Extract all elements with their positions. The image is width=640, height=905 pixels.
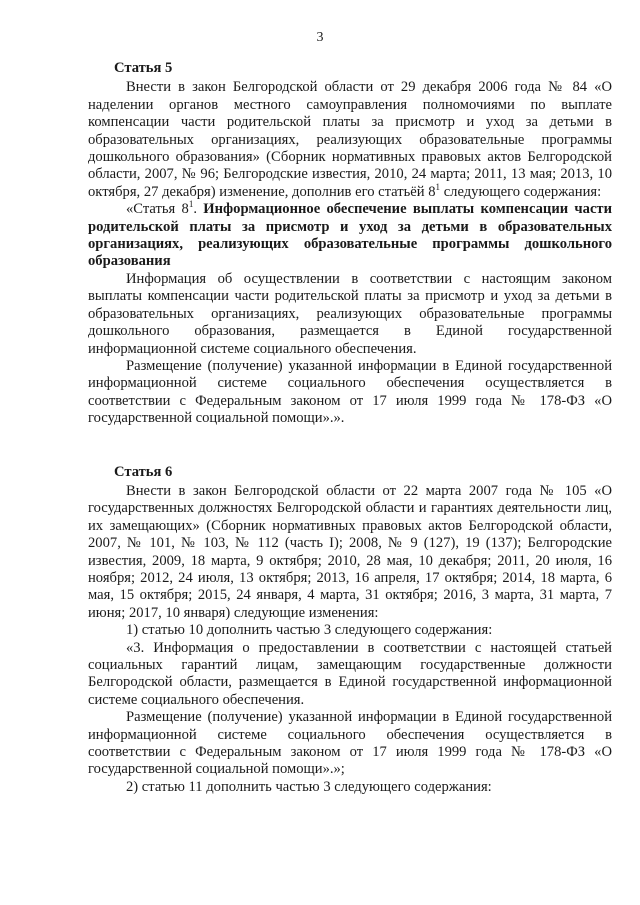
document-body: [88, 60, 612, 796]
section-spacer: [88, 428, 612, 464]
page-number: 3: [316, 30, 324, 45]
article-5-paragraph-1: Информация об осуществлении в соответствии с настоящим законом выплаты компенсации части родительской платы за присмотр и уход за детьми в образовательных организациях, реализующих образовательные программы дошкольного образования, размещается в Единой государственной информационной системе социального обеспечения.: [88, 270, 612, 357]
article-6-item-2: 2) статью 11 дополнить частью 3 следующего содержания:: [126, 778, 492, 795]
article-5-heading: Статья 5: [114, 60, 173, 76]
article-6-heading: Статья 6: [114, 463, 173, 480]
article-6-quote-1: «3. Информация о предоставлении в соответствии с настоящей статьей социальных гарантий лицам, замещающим государственные должности Белгородской области, размещается в Единой государственной информационной системе социального обеспечения.: [88, 639, 612, 708]
article-5-paragraph-2: Размещение (получение) указанной информации в Единой государственной информационной системе социального обеспечения осуществляется в соответствии с Федеральным законом от 17 июля 1999 года № 178-ФЗ «О государственной социальной помощи».».: [88, 357, 612, 427]
new-article-title: «Статья $8^1$. Информационное обеспечение выплаты компенсации части родительской платы за присмотр и уход за детьми в образовательных организациях, реализующих образовательные программы дошкольного образования: [88, 199, 613, 270]
article-6-quote-2: Размещение (получение) указанной информации в Единой государственной информационной системе социального обеспечения осуществляется в соответствии с Федеральным законом от 17 июля 1999 года № 178-ФЗ «О государственной социальной помощи».»;: [88, 709, 612, 778]
article-6-intro: Внести в закон Белгородской области от 22 марта 2007 года № 105 «О государственных должностях Белгородской области и гарантиях деятельности лиц, их замещающих» (Сборник нормативных правовых актов Белгородской области, 2007, № 101, № 103, № 112 (часть I); 2008, № 9 (127), 19 (137); Белгородские известия, 2009, 18 марта, 9 октября; 2010, 28 мая, 10 декабря; 2011, 20 июля, 16 ноября; 2012, 24 июля, 13 октября; 2013, 16 апреля, 17 октября; 2014, 18 марта, 6 мая, 15 октября; 2015, 24 января, 4 марта, 31 октября; 2016, 3 марта, 31 марта, 7 июня; 2017, 10 января) следующие изменения:: [88, 482, 612, 621]
article-5-intro: Внести в закон Белгородской области от 29 декабря 2006 года № 84 «О наделении органов местного самоуправления полномочиями по выплате компенсации части родительской платы за присмотр и уход за детьми в образовательных организациях, реализующих образовательные программы дошкольного образования» (Сборник нормативных правовых актов Белгородской области, 2007, № 96; Белгородские известия, 2010, 24 марта; 2011, 13 мая; 2013, 10 октября, 27 декабря) изменение, дополнив его статьёй $8^1$ следующего содержания:: [88, 79, 612, 200]
article-6-item-1: 1) статью 10 дополнить частью 3 следующего содержания:: [126, 622, 493, 639]
